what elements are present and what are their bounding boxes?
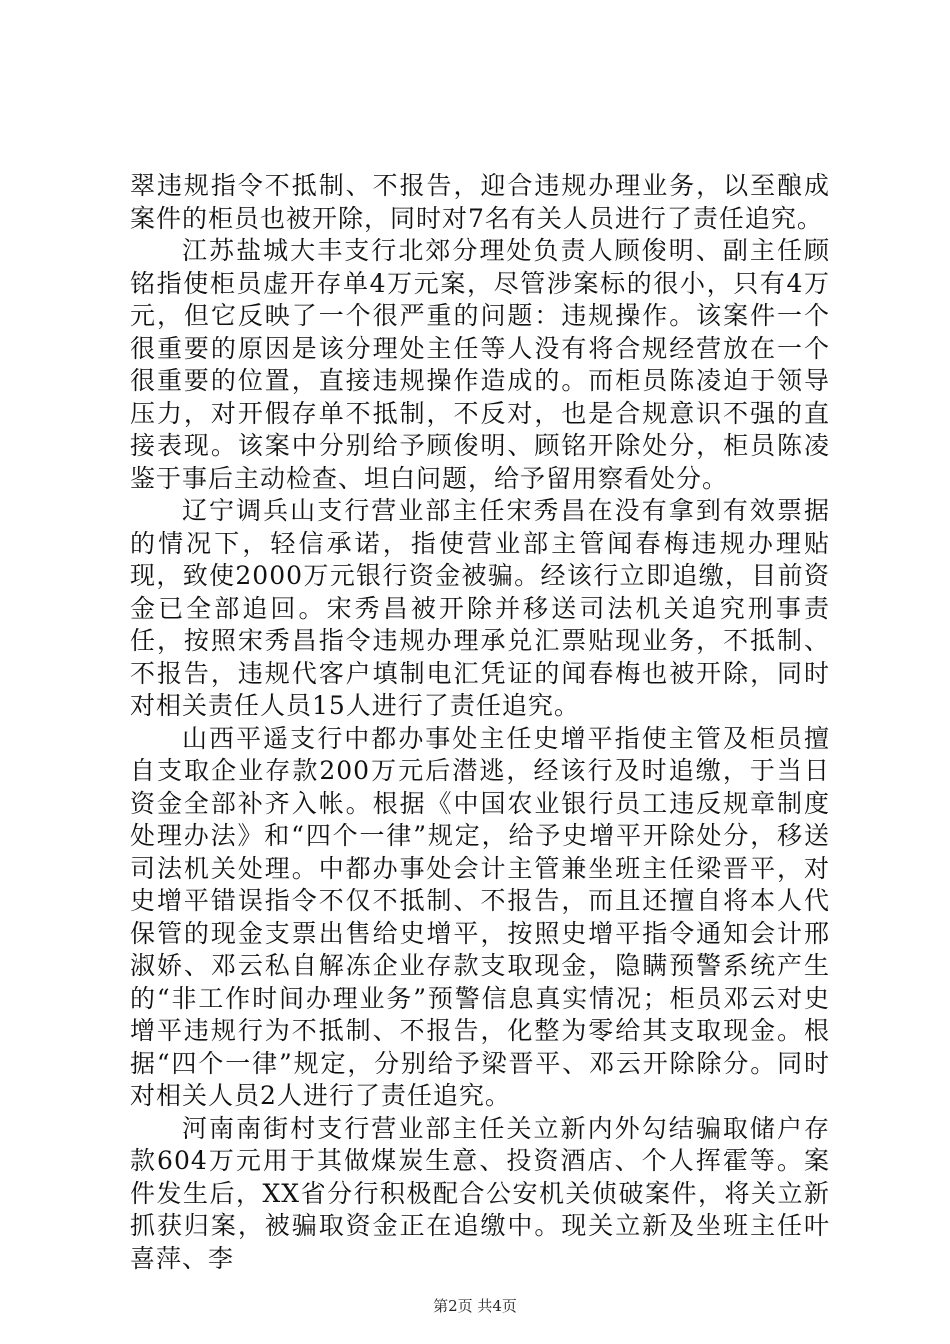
paragraph-5: 河南南街村支行营业部主任关立新内外勾结骗取储户存款604万元用于其做煤炭生意、投资酒店、个人挥霍等。案件发生后，XX省分行积极配合公安机关侦破案件，将关立新抓获归案，被骗取资金正在追缴中。现关立新及坐班主任叶喜萍、李 — [130, 1113, 830, 1273]
paragraph-1: 翠违规指令不抵制、不报告，迎合违规办理业务，以至酿成案件的柜员也被开除，同时对7名有关人员进行了责任追究。 — [130, 171, 830, 233]
paragraph-2: 江苏盐城大丰支行北郊分理处负责人顾俊明、副主任顾铭指使柜员虚开存单4万元案，尽管涉案标的很小，只有4万元，但它反映了一个很严重的问题：违规操作。该案件一个很重要的原因是该分理处主任等人没有将合规经营放在一个很重要的位置，直接违规操作造成的。而柜员陈凌迫于领导压力，对开假存单不抵制，不反对，也是合规意识不强的直接表现。该案中分别给予顾俊明、顾铭开除处分，柜员陈凌鉴于事后主动检查、坦白问题，给予留用察看处分。 — [130, 236, 830, 493]
paragraph-4: 山西平遥支行中都办事处主任史增平指使主管及柜员擅自支取企业存款200万元后潜逃，经该行及时追缴，于当日资金全部补齐入帐。根据《中国农业银行员工违反规章制度处理办法》和“四个一律”规定，给予史增平开除处分，移送司法机关处理。中都办事处会计主管兼坐班主任梁晋平，对史增平错误指令不仅不抵制、不报告，而且还擅自将本人代保管的现金支票出售给史增平，按照史增平指令通知会计邢淑娇、邓云私自解冻企业存款支取现金，隐瞒预警系统产生的“非工作时间办理业务”预警信息真实情况；柜员邓云对史增平违规行为不抵制、不报告，化整为零给其支取现金。根据“四个一律”规定，分别给予梁晋平、邓云开除除分。同时对相关人员2人进行了责任追究。 — [130, 723, 830, 1110]
document-body — [130, 170, 830, 1275]
page-number-footer: 第2页 共4页 — [433, 1297, 517, 1315]
paragraph-3: 辽宁调兵山支行营业部主任宋秀昌在没有拿到有效票据的情况下，轻信承诺，指使营业部主管闻春梅违规办理贴现，致使2000万元银行资金被骗。经该行立即追缴，目前资金已全部追回。宋秀昌被开除并移送司法机关追究刑事责任，按照宋秀昌指令违规办理承兑汇票贴现业务，不抵制、不报告，违规代客户填制电汇凭证的闻春梅也被开除，同时对相关责任人员15人进行了责任追究。 — [130, 496, 830, 720]
